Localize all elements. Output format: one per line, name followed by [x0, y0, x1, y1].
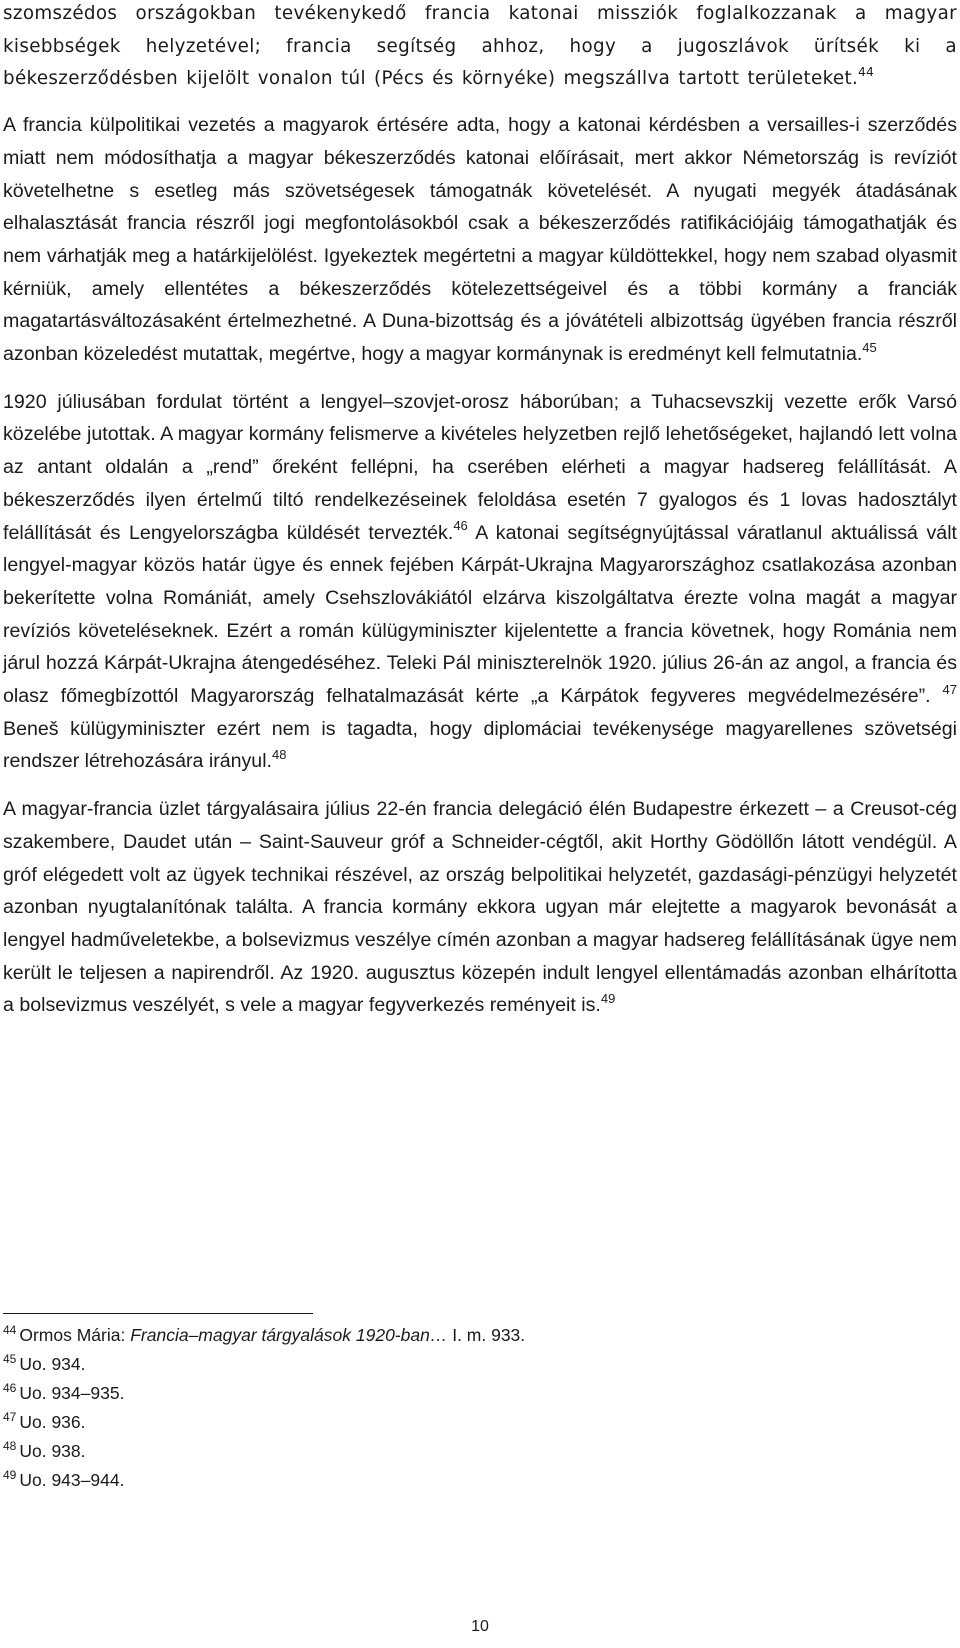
paragraph-text: A francia külpolitikai vezetés a magyarok értésére adta, hogy a katonai kérdésben a versailles-i szerződés miatt nem módosíthatja a magyar békeszerződés katonai előírásait, mert akkor Németország is revíziót követelhetne s esetleg más szövetségesek támogatnák követelését. A nyugati megyék átadásának elhalasztását francia részről jogi megfontolásokból csak a békeszerződés ratifikációjáig támogathatják és nem várhatják meg a határkijelölést. Igyekeztek megértetni a magyar küldöttekkel, hogy nem szabad olyasmit kérniük, amely ellentétes a békeszerződés kötelezettségeivel és a többi kormány a franciák magatartásváltozásaként értelmezhetné. A Duna-bizottság és a jóvátételi albizottság ügyében francia részről azonban közeledést mutattak, megértve, hogy a magyar kormánynak is eredményt kell felmutatnia.: [3, 114, 957, 366]
page-number: 10: [471, 1618, 489, 1635]
footnote-number: 47: [3, 1410, 17, 1424]
paragraph-4: [3, 793, 957, 1022]
paragraph-text: 1920 júliusában fordulat történt a lengyel–szovjet-orosz háborúban; a Tuhacsevszkij vezette erők Varsó közelébe jutottak. A magyar kormány felismerve a kivételes helyzetben rejlő lehetőségeket, hajlandó lett volna az antant oldalán a „rend” őreként fellépni, ha cserében elérheti a magyar hadsereg felállítását. A békeszerződés ilyen értelmű tiltó rendelkezéseinek feloldása esetén 7 gyalogos és 1 lovas hadosztályt felállítását és Lengyelországba küldését tervezték.: [3, 390, 957, 544]
footnote-ref[interactable]: 46: [453, 518, 468, 534]
paragraph-text: A katonai segítségnyújtással váratlanul aktuálissá vált lengyel-magyar közös határ ügye és ennek fejében Kárpát-Ukrajna Magyarországhoz csatlakozása azonban bekerítette volna Romániát, amely Csehszlovákiától elzárva kiszolgáltatva érezte volna magát a magyar revíziós követeléseknek. Ezért a román külügyminiszter kijelentette a francia követnek, hogy Románia nem járul hozzá Kárpát-Ukrajna átengedéséhez. Teleki Pál miniszterelnök 1920. július 26-án az angol, a francia és olasz főmegbízottól Magyarország felhatalmazását kérte „a Kárpátok fegyveres megvédelmezésére”.: [3, 521, 957, 708]
footnote-48: [3, 1438, 903, 1467]
footnote-number: 46: [3, 1381, 17, 1395]
document-body: [3, 0, 957, 1022]
footnote-text: Uo. 938.: [19, 1441, 86, 1461]
footnotes: [3, 1322, 903, 1496]
footnote-text: I. m. 933.: [447, 1325, 526, 1345]
footnote-ref[interactable]: 44: [858, 65, 875, 80]
footnote-number: 49: [3, 1468, 17, 1482]
footnote-number: 44: [3, 1323, 17, 1337]
footnote-44: [3, 1322, 903, 1351]
footnote-text: Uo. 936.: [19, 1412, 86, 1432]
footnote-49: [3, 1467, 903, 1496]
footnote-separator: [3, 1313, 313, 1314]
paragraph-text: Beneš külügyminiszter ezért nem is tagadta, hogy diplomáciai tevékenysége magyarellenes szövetségi rendszer létrehozására irányul.: [3, 717, 957, 773]
footnote-text: Uo. 934–935.: [19, 1383, 125, 1403]
footnote-ref[interactable]: 49: [600, 990, 616, 1006]
footnote-ref[interactable]: 47: [942, 681, 957, 697]
footnote-ref[interactable]: 48: [272, 746, 287, 762]
footnote-47: [3, 1409, 903, 1438]
footnote-45: [3, 1351, 903, 1380]
paragraph-text: A magyar-francia üzlet tárgyalásaira július 22-én francia delegáció élén Budapestre érkezett – a Creusot-cég szakembere, Daudet után – Saint-Sauveur gróf a Schneider-cégtől, akit Horthy Gödöllőn látott vendégül. A gróf elégedett volt az ügyek technikai részével, az ország belpolitikai helyzetét, gazdasági-pénzügyi helyzetét azonban nyugtalanítónak találta. A francia kormány ekkora ugyan már elejtette a magyarok bevonását a lengyel hadműveletekbe, a bolsevizmus veszélye címén azonban a magyar hadsereg felállításának ügye nem került le teljesen a napirendről. Az 1920. augusztus közepén indult lengyel ellentámadás azonban elhárította a bolsevizmus veszélyét, s vele a magyar fegyverkezés reményeit is.: [3, 798, 957, 1017]
paragraph-2: [3, 109, 957, 371]
paragraph-3: [3, 386, 957, 778]
footnote-46: [3, 1380, 903, 1409]
footnote-number: 48: [3, 1439, 17, 1453]
footnote-ref[interactable]: 45: [862, 339, 877, 355]
footnote-text: Ormos Mária:: [19, 1325, 131, 1345]
footnote-text: Uo. 943–944.: [19, 1470, 125, 1490]
footnote-number: 45: [3, 1352, 17, 1366]
paragraph-text: szomszédos országokban tevékenykedő francia katonai missziók foglalkozzanak a magyar kisebbségek helyzetével; francia segítség ahhoz, hogy a jugoszlávok ürítsék ki a békeszerződésben kijelölt vonalon túl (Pécs és környéke) megszállva tartott területeket.: [3, 3, 957, 90]
footnote-text: Uo. 934.: [19, 1354, 86, 1374]
footnote-title: Francia–magyar tárgyalások 1920-ban…: [130, 1325, 448, 1345]
paragraph-1: [3, 0, 957, 96]
